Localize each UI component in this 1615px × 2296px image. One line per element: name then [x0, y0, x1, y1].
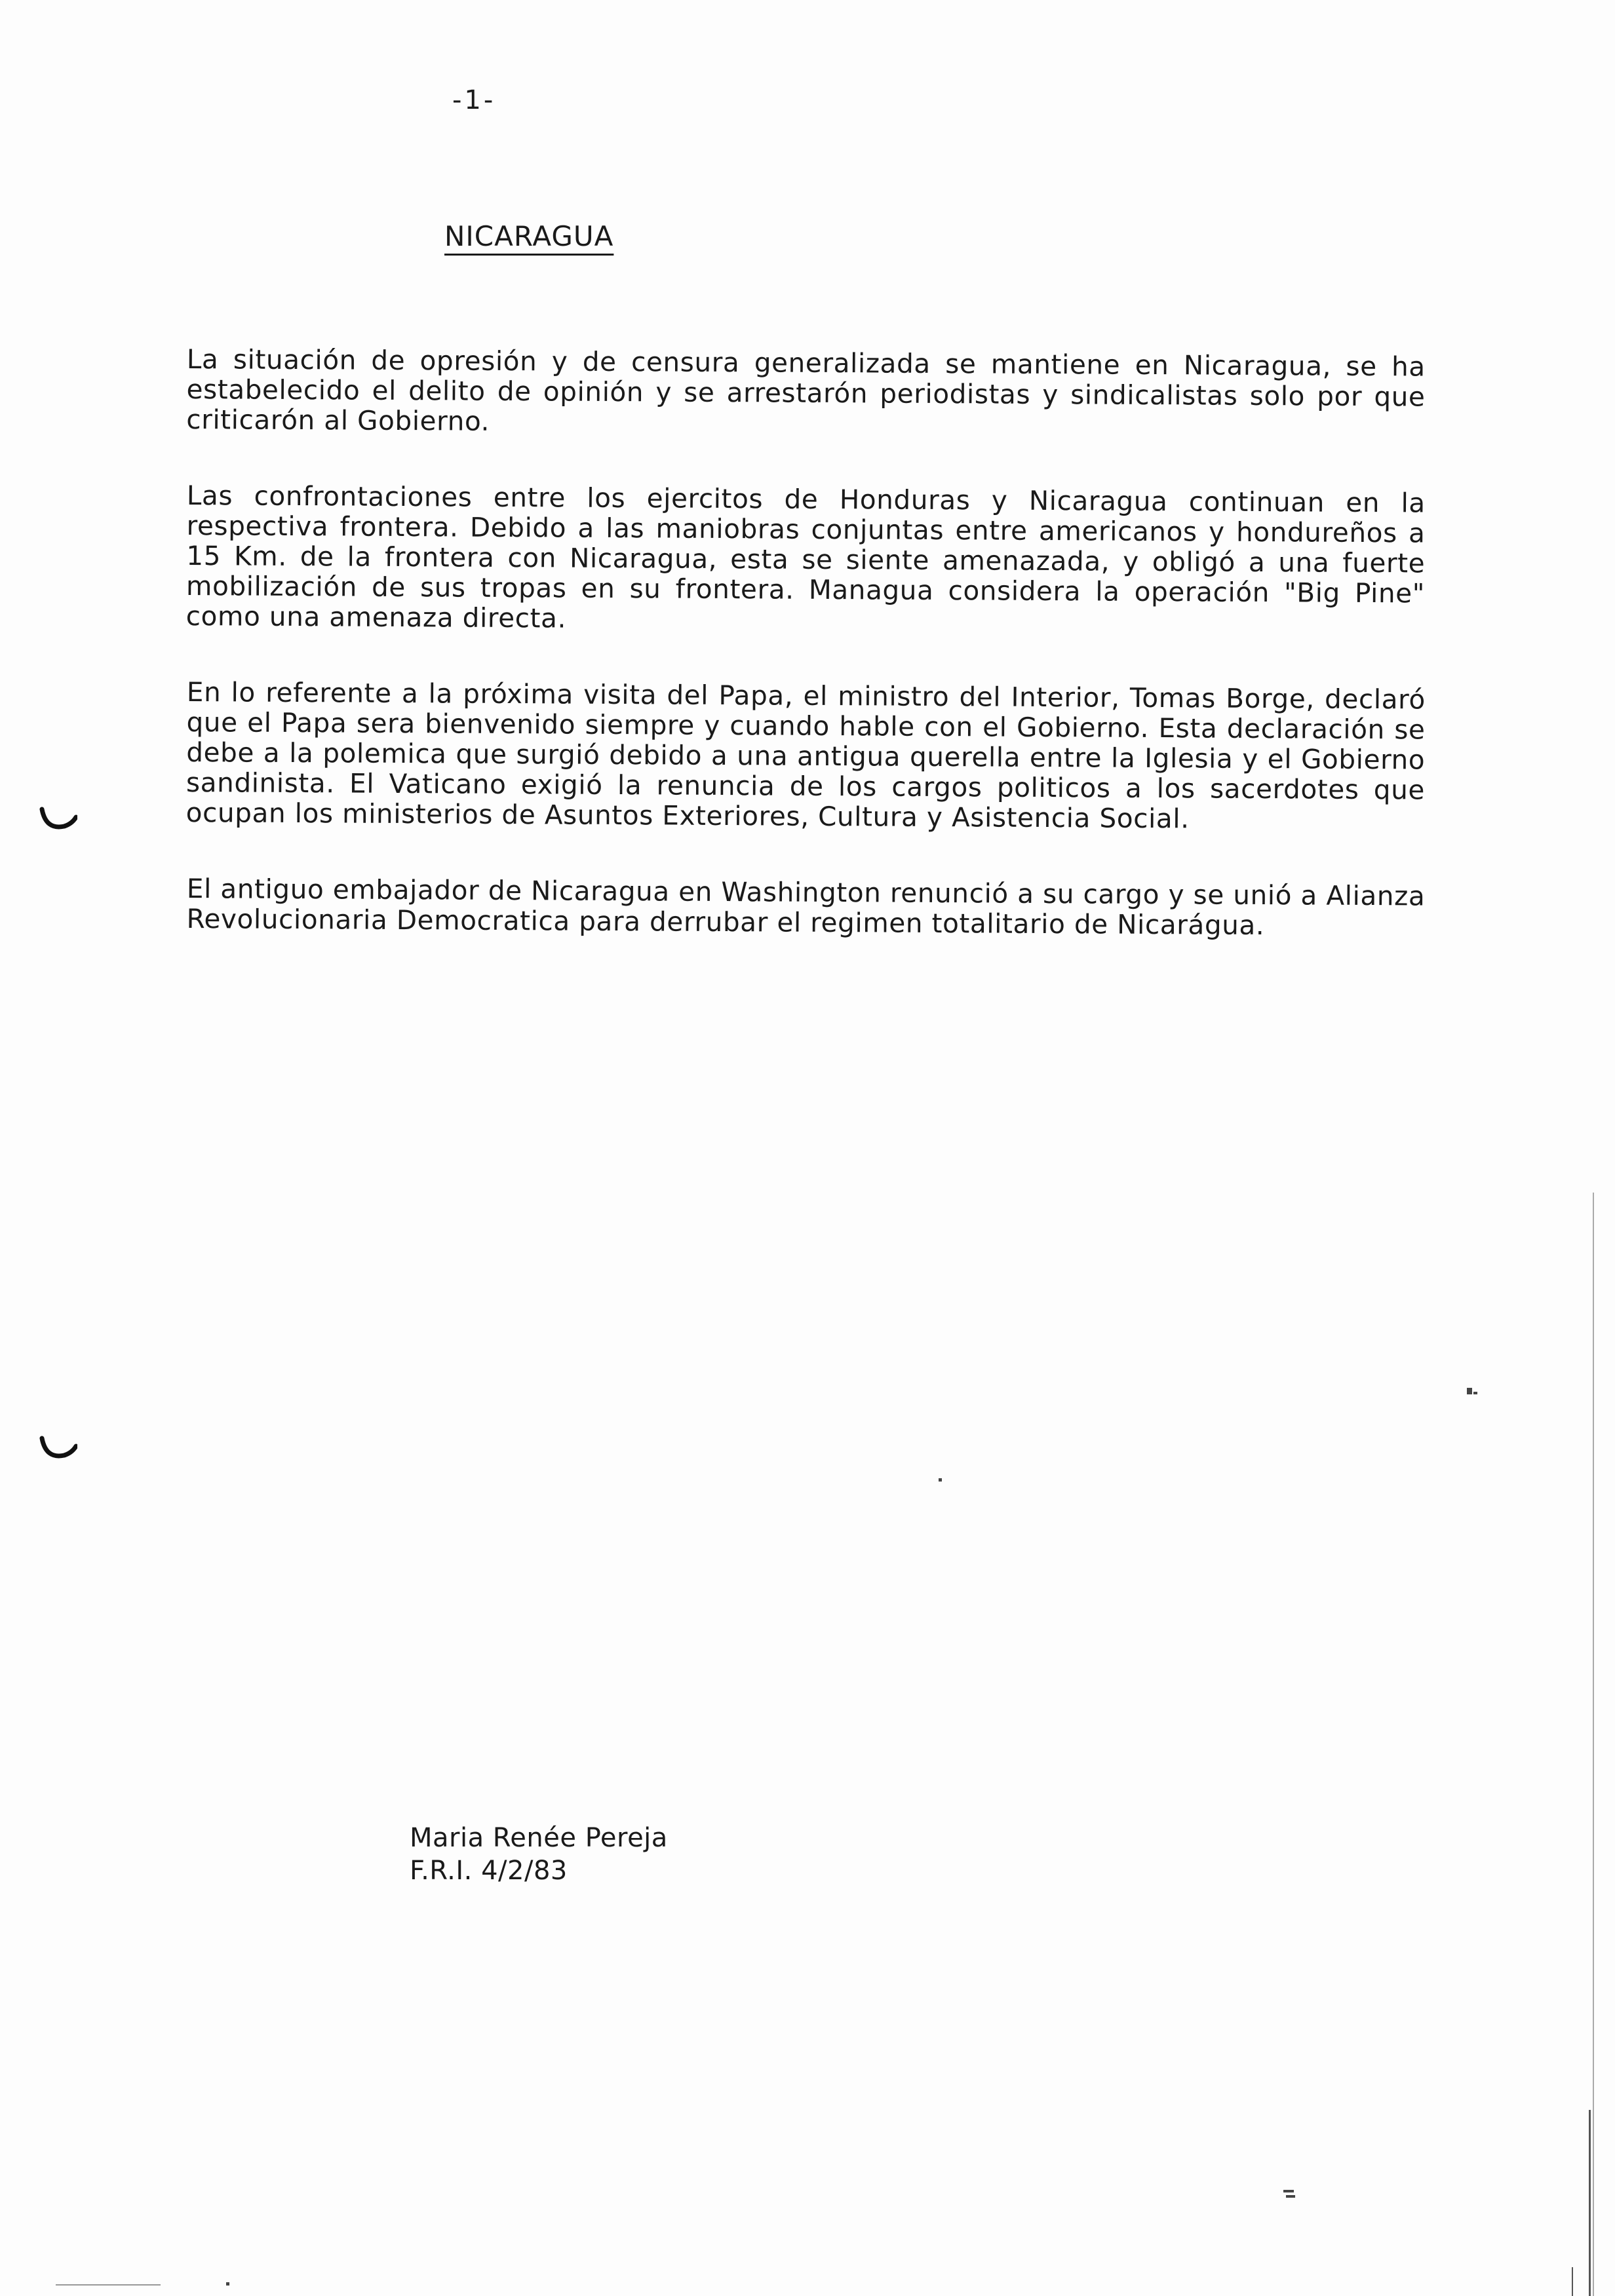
scan-speck — [939, 1478, 942, 1482]
document-body — [187, 344, 1426, 980]
scan-edge-line — [1593, 1193, 1594, 2296]
scan-speck — [1467, 1388, 1472, 1394]
page-number: -1- — [452, 85, 496, 115]
signature-name: Maria Renée Pereja — [410, 1823, 668, 1853]
scan-edge-line — [1589, 2110, 1591, 2296]
paragraph-4: El antiguo embajador de Nicaragua en Washington renunció a su cargo y se unió a Alianza Revolucionaria Democratica para derrubar el regimen totalitario de Nicarágua. — [186, 873, 1426, 942]
signature-block — [410, 1822, 668, 1887]
scan-edge-line — [56, 2284, 161, 2286]
scan-speck — [1283, 2190, 1294, 2192]
punch-hole-mark-icon — [38, 1432, 77, 1471]
paragraph-1: La situación de opresión y de censura generalizada se mantiene en Nicaragua, se ha estabelecido el delito de opinión y se arrestarón periodistas y sindicalistas solo por que criticarón al Gobierno. — [186, 343, 1426, 437]
scan-speck — [226, 2282, 229, 2286]
scan-edge-line — [1572, 2267, 1573, 2296]
document-title: NICARAGUA — [444, 220, 614, 252]
punch-hole-mark-icon — [38, 803, 77, 842]
signature-reference: F.R.I. 4/2/83 — [410, 1856, 568, 1886]
scan-speck — [1286, 2195, 1295, 2198]
paragraph-3: En lo referente a la próxima visita del Papa, el ministro del Interior, Tomas Borge, declaró que el Papa sera bienvenido siempre y cuando hable con el Gobierno. Esta declaración se debe a la polemica que surgió debido a una antigua querella entre la Iglesia y el Gobierno sandinista. El Vaticano exigió la renuncia de los cargos politicos a los sacerdotes que ocupan los ministerios de Asuntos Exteriores, Cultura y Asistencia Social. — [185, 676, 1426, 835]
paragraph-2: Las confrontaciones entre los ejercitos de Honduras y Nicaragua continuan en la respectiva frontera. Debido a las maniobras conjuntas entre americanos y hondureños a 15 Km. de la frontera con Nicaragua, esta se siente amenazada, y obligó a una fuerte mobilización de sus tropas en su frontera. Managua considera la operación "Big Pine" como una amenaza directa. — [185, 480, 1426, 634]
scan-speck — [1473, 1392, 1477, 1394]
